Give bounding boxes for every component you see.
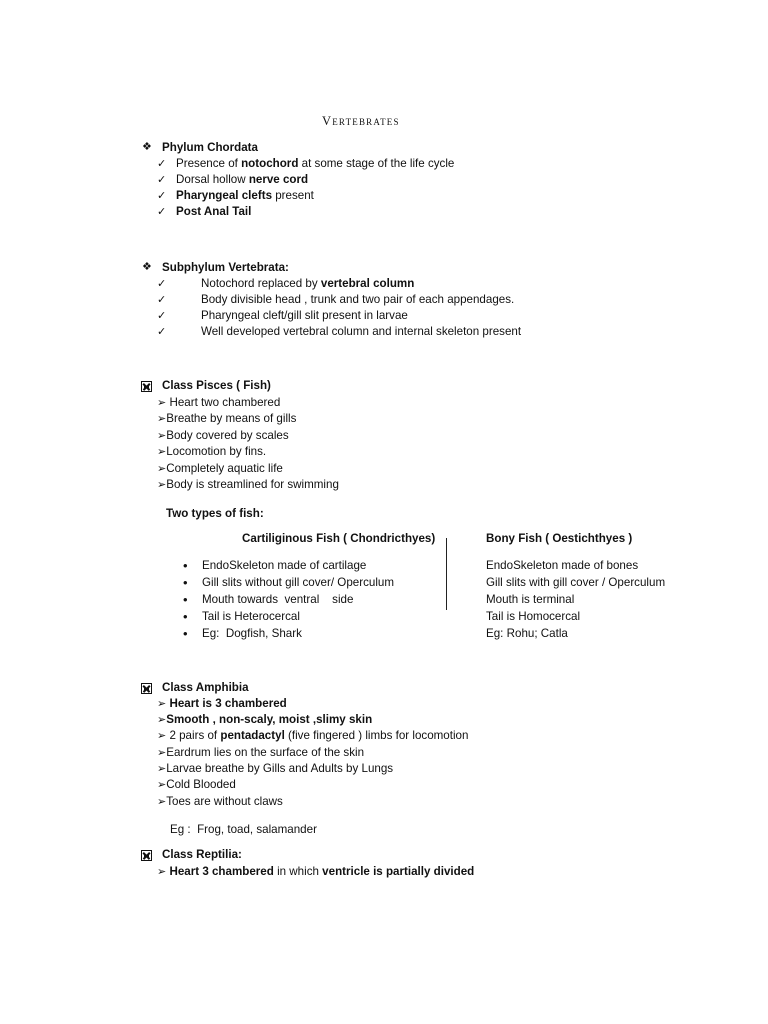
list-item: [183, 626, 302, 642]
arrow-bullet-icon: ➢: [157, 866, 167, 878]
list-item: [157, 794, 283, 810]
section-heading-chordata: Phylum Chordata: [162, 141, 258, 154]
list-item: [157, 204, 252, 220]
item-bold: ventricle is partially divided: [322, 865, 475, 878]
item-text: Cold Blooded: [166, 778, 236, 791]
arrow-bullet-icon: ➢: [157, 779, 167, 791]
bullet-icon: •: [183, 558, 188, 573]
item-text: (five fingered ) limbs for locomotion: [284, 729, 469, 742]
item-text: at some stage of the life cycle: [298, 157, 455, 170]
list-item: [157, 745, 364, 761]
list-item: [157, 292, 515, 308]
list-item: [157, 712, 372, 728]
checkmark-icon: ✓: [157, 294, 167, 306]
list-item: [157, 864, 474, 880]
arrow-bullet-icon: ➢: [157, 698, 167, 710]
list-item: [157, 428, 289, 444]
arrow-bullet-icon: ➢: [157, 463, 167, 475]
list-item: Gill slits with gill cover / Operculum: [486, 576, 666, 589]
cartilaginous-heading: Cartiliginous Fish ( Chondricthyes): [242, 532, 436, 545]
bullet-icon: •: [183, 575, 188, 590]
list-item: Eg: Rohu; Catla: [486, 627, 568, 640]
list-item: [157, 477, 339, 493]
item-bold: vertebral column: [320, 277, 415, 290]
arrow-bullet-icon: ➢: [157, 763, 167, 775]
list-item: [157, 444, 266, 460]
item-text: EndoSkeleton made of cartilage: [202, 559, 367, 572]
arrow-bullet-icon: ➢: [157, 730, 167, 742]
item-bold: Heart 3 chambered: [169, 865, 274, 878]
list-item: [157, 761, 393, 777]
item-text: Locomotion by fins.: [166, 445, 267, 458]
checkmark-icon: ✓: [157, 206, 167, 218]
arrow-bullet-icon: ➢: [157, 430, 167, 442]
item-text: Toes are without claws: [166, 795, 283, 808]
column-divider: [446, 538, 447, 610]
checkmark-icon: ✓: [157, 190, 167, 202]
item-text: Heart two chambered: [166, 396, 281, 409]
item-text: Gill slits without gill cover/ Operculum: [202, 576, 394, 589]
amphibia-example: Eg : Frog, toad, salamander: [170, 823, 317, 836]
item-text: Body divisible head , trunk and two pair of each appendages.: [201, 293, 515, 306]
section-heading-vertebrata: Subphylum Vertebrata:: [162, 261, 289, 274]
list-item: [183, 575, 394, 591]
list-item: [183, 558, 367, 574]
item-text: Eg: Dogfish, Shark: [202, 627, 302, 640]
list-item: [157, 461, 283, 477]
list-item: EndoSkeleton made of bones: [486, 559, 639, 572]
arrow-bullet-icon: ➢: [157, 747, 167, 759]
item-text: Well developed vertebral column and internal skeleton present: [201, 325, 522, 338]
arrow-bullet-icon: ➢: [157, 714, 167, 726]
item-text: Pharyngeal cleft/gill slit present in larvae: [201, 309, 408, 322]
list-item: [157, 395, 280, 411]
list-item: Tail is Homocercal: [486, 610, 581, 623]
item-bold: Smooth , non-scaly, moist ,slimy skin: [166, 713, 373, 726]
fish-types-heading: Two types of fish:: [166, 507, 264, 520]
item-text: in which: [273, 865, 323, 878]
item-text: Breathe by means of gills: [166, 412, 297, 425]
list-item: [157, 411, 296, 427]
item-text: Completely aquatic life: [166, 462, 283, 475]
checkmark-icon: ✓: [157, 174, 167, 186]
bony-heading: Bony Fish ( Oestichthyes ): [486, 532, 633, 545]
checkmark-icon: ✓: [157, 278, 167, 290]
list-item: [157, 156, 455, 172]
list-item: [157, 324, 522, 340]
arrow-bullet-icon: ➢: [157, 397, 167, 409]
list-item: [157, 308, 408, 324]
item-bold: pentadactyl: [220, 729, 285, 742]
item-text: Dorsal hollow: [176, 173, 249, 186]
item-text: 2 pairs of: [166, 729, 221, 742]
item-text: Body covered by scales: [166, 429, 289, 442]
arrow-bullet-icon: ➢: [157, 413, 167, 425]
item-bold: Post Anal Tail: [176, 205, 252, 218]
list-item: Mouth is terminal: [486, 593, 575, 606]
item-text: Eardrum lies on the surface of the skin: [166, 746, 365, 759]
list-item: [183, 609, 300, 625]
item-bold: Pharyngeal clefts: [176, 189, 273, 202]
checkmark-icon: ✓: [157, 158, 167, 170]
item-text: Mouth towards ventral side: [202, 593, 354, 606]
diamond-bullet-icon: ❖: [142, 141, 152, 153]
bullet-icon: •: [183, 592, 188, 607]
item-bold: notochord: [241, 157, 299, 170]
page-title: Vertebrates: [322, 114, 400, 128]
checkmark-icon: ✓: [157, 310, 167, 322]
section-heading-reptilia: Class Reptilia:: [162, 848, 242, 861]
arrow-bullet-icon: ➢: [157, 796, 167, 808]
item-text: Notochord replaced by: [201, 277, 321, 290]
list-item: [157, 777, 236, 793]
bullet-icon: •: [183, 609, 188, 624]
list-item: [157, 172, 309, 188]
item-text: Larvae breathe by Gills and Adults by Lungs: [166, 762, 394, 775]
boxed-x-bullet-icon: [141, 850, 152, 865]
arrow-bullet-icon: ➢: [157, 479, 167, 491]
diamond-bullet-icon: ❖: [142, 261, 152, 273]
item-bold: nerve cord: [248, 173, 309, 186]
section-heading-amphibia: Class Amphibia: [162, 681, 249, 694]
boxed-x-bullet-icon: [141, 381, 152, 396]
list-item: [157, 276, 415, 292]
item-bold: Heart is 3 chambered: [169, 697, 287, 710]
item-text: Body is streamlined for swimming: [166, 478, 339, 491]
list-item: [157, 696, 287, 712]
item-text: present: [272, 189, 314, 202]
item-text: Tail is Heterocercal: [202, 610, 300, 623]
boxed-x-bullet-icon: [141, 683, 152, 698]
bullet-icon: •: [183, 626, 188, 641]
item-text: Presence of: [176, 157, 242, 170]
arrow-bullet-icon: ➢: [157, 446, 167, 458]
list-item: [183, 592, 354, 608]
list-item: [157, 188, 314, 204]
checkmark-icon: ✓: [157, 326, 167, 338]
section-heading-pisces: Class Pisces ( Fish): [162, 379, 271, 392]
list-item: [157, 728, 468, 744]
